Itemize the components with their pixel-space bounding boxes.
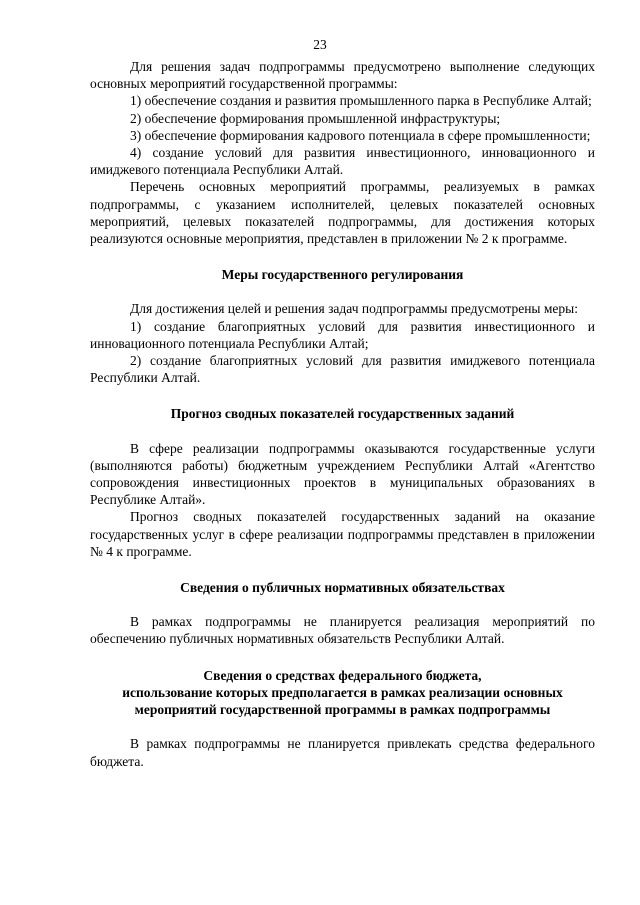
page-number: 23 — [313, 37, 327, 52]
regulation-item: 1) создание благоприятных условий для развития инвестиционного и инновационного потенциала Республики Алтай; — [90, 318, 595, 351]
regulation-paragraph: Для достижения целей и решения задач подпрограммы предусмотрены меры: — [130, 301, 578, 317]
regulation-item: 2) создание благоприятных условий для развития имиджевого потенциала Республики Алтай. — [90, 353, 595, 386]
list-reference-paragraph: Перечень основных мероприятий программы, реализуемых в рамках подпрограммы, с указанием исполнителей, целевых показателей основных мероприятий, целевых показателей подпрограммы, для достижения которых реализуются основные мероприятия, представлен в приложении № 2 к программе. — [90, 179, 595, 247]
intro-item: 3) обеспечение формирования кадрового потенциала в сфере промышленности; — [130, 127, 591, 143]
tasks-paragraph: Прогноз сводных показателей государственных заданий на оказание государственных услуг в сфере реализации подпрограммы представлен в приложении № 4 к программе. — [90, 509, 595, 559]
federal-budget-paragraph: В рамках подпрограммы не планируется привлекать средства федерального бюджета. — [90, 736, 595, 769]
intro-item: 2) обеспечение формирования промышленной инфраструктуры; — [130, 110, 501, 126]
tasks-heading: Прогноз сводных показателей государственных заданий — [170, 406, 515, 422]
intro-paragraph: Для решения задач подпрограммы предусмотрено выполнение следующих основных мероприятий государственной программы: — [90, 59, 595, 92]
tasks-paragraph: В сфере реализации подпрограммы оказываются государственные услуги (выполняются работы) бюджетным учреждением Республики Алтай «Агентство сопровождения инвестиционных проектов в муниципальных образованиях в Республике Алтай». — [90, 440, 595, 508]
federal-budget-heading-line: использование которых предполагается в рамках реализации основных — [122, 684, 563, 700]
federal-budget-heading-line: мероприятий государственной программы в рамках подпрограммы — [134, 702, 551, 718]
public-obligations-paragraph: В рамках подпрограммы не планируется реализация мероприятий по обеспечению публичных нормативных обязательств Республики Алтай. — [90, 614, 595, 647]
public-obligations-heading: Сведения о публичных нормативных обязательствах — [180, 580, 505, 596]
page-content — [90, 58, 595, 770]
intro-item: 4) создание условий для развития инвестиционного, инновационного и имиджевого потенциала Республики Алтай. — [90, 145, 595, 178]
federal-budget-heading-line: Сведения о средствах федерального бюджета, — [203, 667, 482, 683]
regulation-heading: Меры государственного регулирования — [221, 267, 464, 283]
intro-item: 1) обеспечение создания и развития промышленного парка в Республике Алтай; — [130, 93, 592, 109]
